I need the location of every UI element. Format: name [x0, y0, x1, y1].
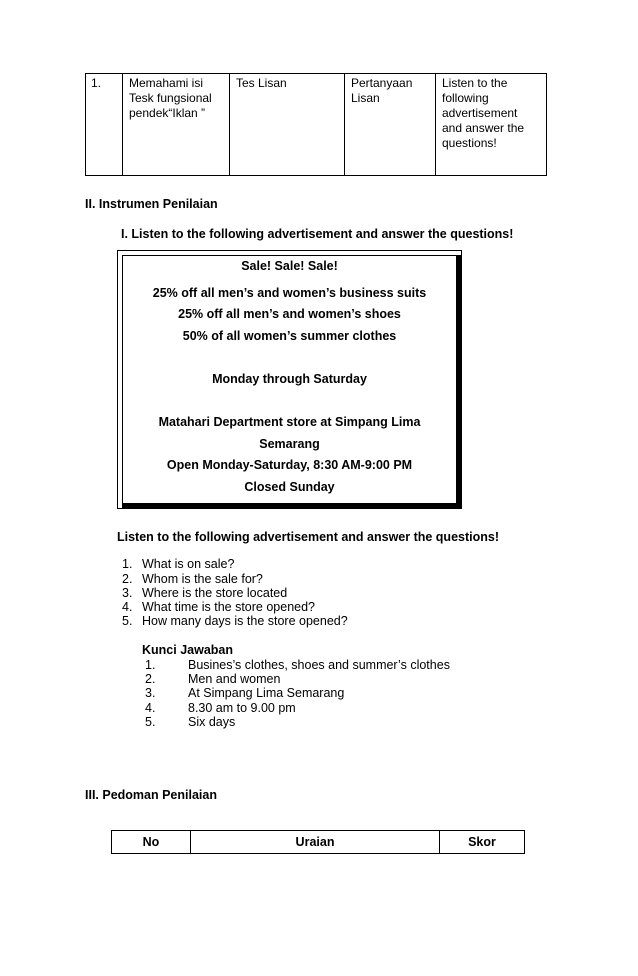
- advert-store-line2: Semarang: [259, 437, 320, 451]
- table-cell-bentuk: [344, 73, 435, 176]
- question-text: What time is the store opened?: [142, 600, 316, 614]
- advert-offer-1: 25% off all men’s and women’s business suits: [152, 286, 427, 300]
- table-cell-no: [85, 73, 122, 176]
- cell-line: Tes Lisan: [236, 76, 287, 90]
- answer-item: [145, 686, 344, 700]
- advert-offer-3: 50% of all women’s summer clothes: [182, 329, 397, 343]
- answer-item: [145, 658, 450, 672]
- answer-text: Men and women: [188, 672, 281, 686]
- answer-text: Six days: [188, 715, 236, 729]
- table-cell-teknik: [229, 73, 344, 176]
- cell-line: questions!: [442, 136, 497, 150]
- answer-number: 1.: [145, 658, 156, 672]
- row-number: 1.: [91, 76, 102, 90]
- answer-number: 3.: [145, 686, 156, 700]
- cell-line: advertisement: [442, 106, 518, 120]
- answer-text: Busines’s clothes, shoes and summer’s clothes: [188, 658, 450, 672]
- answer-number: 4.: [145, 701, 156, 715]
- top-table: [85, 73, 547, 176]
- question-item: [122, 572, 263, 586]
- question-text: What is on sale?: [142, 557, 235, 571]
- cell-line: pendek“Iklan ”: [129, 106, 206, 120]
- answer-number: 2.: [145, 672, 156, 686]
- cell-line: and answer the: [442, 121, 525, 135]
- section-heading: II. Instrumen Penilaian: [85, 197, 218, 211]
- answer-number: 5.: [145, 715, 156, 729]
- advert-store-line1: Matahari Department store at Simpang Lima: [158, 415, 421, 429]
- question-item: [122, 586, 287, 600]
- answer-key-heading: Kunci Jawaban: [142, 643, 233, 657]
- answer-item: [145, 715, 235, 729]
- advert-days: Monday through Saturday: [212, 372, 367, 386]
- cell-line: following: [442, 91, 489, 105]
- question-number: 2.: [122, 572, 133, 586]
- advert-offer-2: 25% off all men’s and women’s shoes: [178, 307, 401, 321]
- score-table: [111, 830, 525, 854]
- table-cell-instrumen: [435, 73, 547, 176]
- header-skor: Skor: [468, 835, 496, 849]
- advert-closed: Closed Sunday: [244, 480, 335, 494]
- header-uraian: Uraian: [191, 831, 440, 853]
- question-number: 5.: [122, 614, 133, 628]
- questions-instruction: Listen to the following advertisement and answer the questions!: [117, 530, 499, 544]
- question-item: [122, 557, 234, 571]
- question-text: Whom is the sale for?: [142, 572, 263, 586]
- cell-line: Lisan: [351, 91, 380, 105]
- answer-text: 8.30 am to 9.00 pm: [188, 701, 296, 715]
- answer-item: [145, 701, 296, 715]
- cell-line: Memahami isi: [129, 76, 204, 90]
- instruction-text: I. Listen to the following advertisement and answer the questions!: [121, 227, 514, 241]
- table-cell-kompetensi: [122, 73, 229, 176]
- question-number: 1.: [122, 557, 133, 571]
- cell-line: Pertanyaan: [351, 76, 413, 90]
- section-heading: III. Pedoman Penilaian: [85, 788, 217, 802]
- question-number: 3.: [122, 586, 133, 600]
- question-item: [122, 614, 348, 628]
- question-number: 4.: [122, 600, 133, 614]
- advert-hours: Open Monday-Saturday, 8:30 AM-9:00 PM: [166, 458, 413, 472]
- cell-line: Listen to the: [442, 76, 508, 90]
- cell-line: Tesk fungsional: [129, 91, 212, 105]
- answer-text: At Simpang Lima Semarang: [188, 686, 345, 700]
- question-text: Where is the store located: [142, 586, 288, 600]
- answer-item: [145, 672, 280, 686]
- advert-headline: Sale! Sale! Sale!: [241, 259, 338, 273]
- question-text: How many days is the store opened?: [142, 614, 348, 628]
- question-item: [122, 600, 315, 614]
- header-no: No: [112, 831, 191, 853]
